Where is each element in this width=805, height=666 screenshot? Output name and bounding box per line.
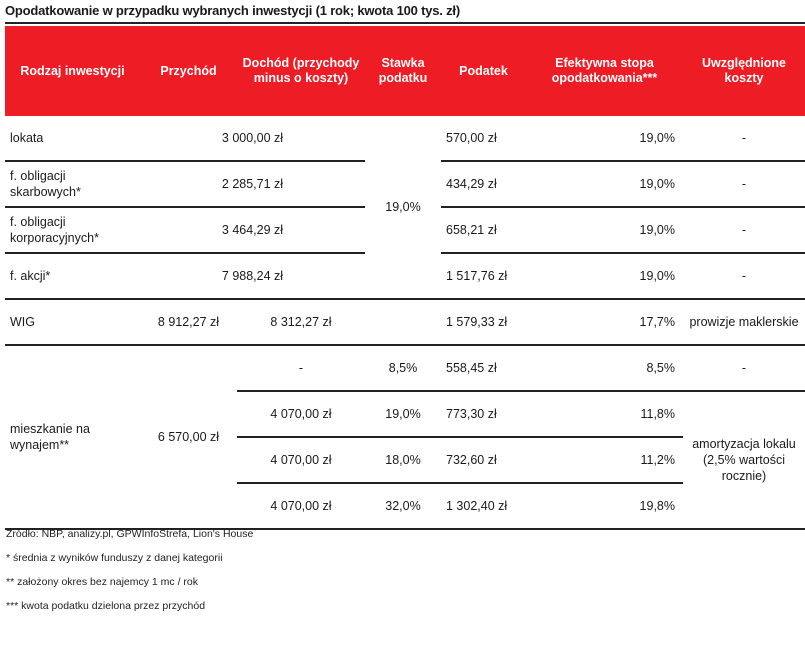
cell-effective-rate: 11,8% (526, 391, 683, 437)
cell-costs: - (683, 253, 805, 299)
cell-effective-rate: 19,0% (526, 253, 683, 299)
cell-effective-rate: 19,0% (526, 116, 683, 161)
cell-empty (365, 299, 441, 345)
cell-amount: 3 000,00 zł (140, 116, 365, 161)
cell-income: 4 070,00 zł (237, 391, 365, 437)
table-row (5, 116, 805, 161)
header-effective-rate: Efektywna stopa opodatkowania*** (526, 26, 683, 116)
title-divider (5, 22, 805, 24)
cell-type: mieszkanie na wynajem** (5, 345, 140, 529)
cell-costs: - (683, 161, 805, 207)
cell-tax: 658,21 zł (441, 207, 526, 253)
header-costs: Uwzględnione koszty (683, 26, 805, 116)
cell-costs: - (683, 116, 805, 161)
table-row (5, 299, 805, 345)
cell-costs: prowizje maklerskie (683, 299, 805, 345)
header-tax: Podatek (441, 26, 526, 116)
cell-costs: - (683, 207, 805, 253)
cell-type: f. obligacji korporacyjnych* (5, 207, 140, 253)
cell-costs: - (683, 345, 805, 391)
header-row (5, 26, 805, 116)
cell-type: f. akcji* (5, 253, 140, 299)
header-income: Dochód (przychody minus o koszty) (237, 26, 365, 116)
table-title: Opodatkowanie w przypadku wybranych inwestycji (1 rok; kwota 100 tys. zł) (5, 3, 460, 18)
cell-type: lokata (5, 116, 140, 161)
cell-tax: 570,00 zł (441, 116, 526, 161)
footnote: ** założony okres bez najemcy 1 mc / rok (6, 576, 198, 588)
cell-amount: 3 464,29 zł (140, 207, 365, 253)
cell-amount: 2 285,71 zł (140, 161, 365, 207)
cell-type: f. obligacji skarbowych* (5, 161, 140, 207)
cell-tax: 1 579,33 zł (441, 299, 526, 345)
header-type: Rodzaj inwestycji (5, 26, 140, 116)
cell-tax: 773,30 zł (441, 391, 526, 437)
cell-income: 4 070,00 zł (237, 483, 365, 529)
cell-amount: 7 988,24 zł (140, 253, 365, 299)
cell-income: 8 312,27 zł (237, 299, 365, 345)
footnote: *** kwota podatku dzielona przez przychód (6, 600, 206, 612)
cell-income: - (237, 345, 365, 391)
cell-effective-rate: 19,0% (526, 161, 683, 207)
footnote: * średnia z wyników funduszy z danej kategorii (6, 552, 223, 564)
cell-shared-tax-rate: 19,0% (385, 200, 421, 214)
cell-tax-rate: 19,0% (365, 391, 441, 437)
source-note: Źródło: NBP, analizy.pl, GPWInfoStrefa, Lion's House (6, 528, 254, 540)
cell-tax: 1 517,76 zł (441, 253, 526, 299)
cell-tax-rate: 18,0% (365, 437, 441, 483)
cell-tax: 1 302,40 zł (441, 483, 526, 529)
cell-revenue: 8 912,27 zł (140, 299, 237, 345)
cell-tax: 558,45 zł (441, 345, 526, 391)
cell-costs: amortyzacja lokalu (2,5% wartości rocznie) (683, 391, 805, 529)
cell-income: 4 070,00 zł (237, 437, 365, 483)
header-tax-rate: Stawka podatku (365, 26, 441, 116)
cell-effective-rate: 11,2% (526, 437, 683, 483)
cell-tax: 732,60 zł (441, 437, 526, 483)
cell-type: WIG (5, 299, 140, 345)
cell-revenue: 6 570,00 zł (140, 345, 237, 529)
tax-table (5, 26, 805, 530)
cell-tax: 434,29 zł (441, 161, 526, 207)
cell-tax-rate: 32,0% (365, 483, 441, 529)
cell-effective-rate: 8,5% (526, 345, 683, 391)
cell-effective-rate: 19,8% (526, 483, 683, 529)
table-row (5, 345, 805, 391)
cell-tax-rate: 8,5% (365, 345, 441, 391)
cell-effective-rate: 17,7% (526, 299, 683, 345)
cell-effective-rate: 19,0% (526, 207, 683, 253)
header-revenue: Przychód (140, 26, 237, 116)
